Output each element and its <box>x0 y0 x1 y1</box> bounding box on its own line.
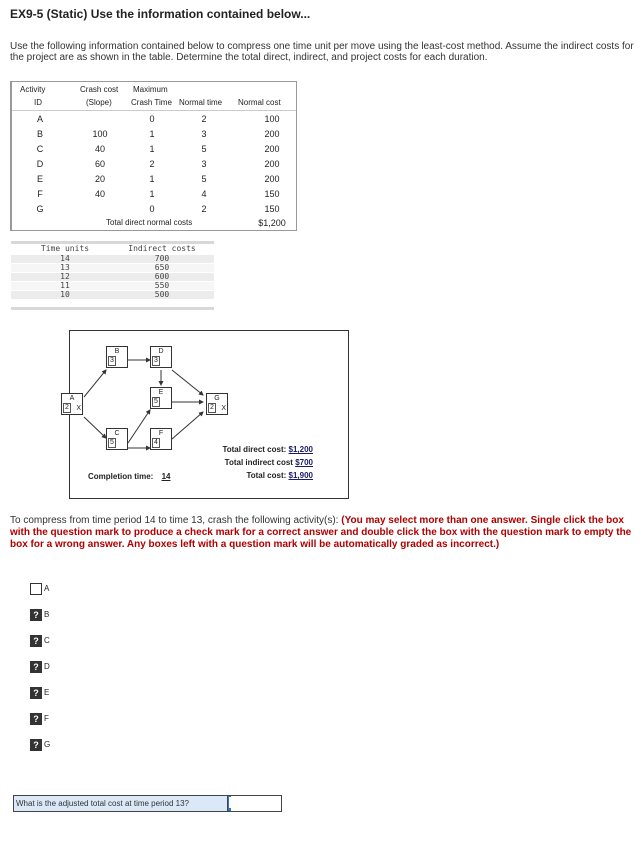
activity-cell-normal-time: 2 <box>201 114 207 124</box>
question-label: What is the adjusted total cost at time period 13? <box>14 796 228 811</box>
activity-table <box>10 81 297 231</box>
direct-cost-label: Total direct cost: <box>222 445 287 454</box>
header-maximum: Maximum <box>133 85 168 94</box>
checkbox-a[interactable] <box>30 583 42 595</box>
adjusted-total-cost-input[interactable] <box>229 797 278 808</box>
activity-cell-crash: 1 <box>149 174 155 184</box>
activity-cell-crash: 2 <box>149 159 155 169</box>
arrow-a-c <box>84 417 106 438</box>
arrow-a-b <box>84 370 106 397</box>
direct-cost-value: $1,200 <box>288 445 313 454</box>
node-f: F 4 <box>150 428 172 450</box>
exercise-title: EX9-5 (Static) Use the information contained below... <box>10 7 311 21</box>
indirect-cost: 600 <box>154 272 170 281</box>
activity-cell-normal-cost: 200 <box>264 144 280 154</box>
arrow-c-e <box>128 410 150 443</box>
option-label-f: F <box>44 714 49 723</box>
indirect-cost-table <box>11 241 214 311</box>
instructions-plain: To compress from time period 14 to time 13, crash the following activity(s): <box>10 515 342 526</box>
header-crash-time: Crash Time <box>131 98 172 107</box>
node-a: A 2 X <box>61 393 83 415</box>
header-normal-cost: Normal cost <box>238 98 281 107</box>
activity-cell-normal-time: 3 <box>201 129 207 139</box>
option-label-b: B <box>44 610 50 619</box>
indirect-cost: 650 <box>154 263 170 272</box>
activity-cell-id: A <box>36 114 43 124</box>
header-crash-cost: Crash cost <box>80 85 119 94</box>
indirect-cost-value: $700 <box>295 458 313 467</box>
indirect-row <box>11 273 214 281</box>
node-g: G 2 X <box>206 393 228 415</box>
instructions-red: (You may select more than one answer. Single click the box with the question mark to produce a check mark for a correct answer and double click the box with the question mark to empty the box for a wrong answer. Any boxes left with a question mark will be automatically graded as incorrect.) <box>10 515 632 550</box>
activity-cell-id: B <box>36 129 43 139</box>
intro-text: Use the following information contained below to compress one time unit per move using the least-cost method. Assume the indirect costs for the project are as shown in the table. Determine the total direct, indirect, and project costs for each duration. <box>10 41 634 63</box>
activity-cell-normal-time: 5 <box>201 174 207 184</box>
checkbox-b[interactable]: ? <box>30 609 42 621</box>
instructions <box>10 515 640 551</box>
activity-cell-crash: 1 <box>149 144 155 154</box>
activity-cell-normal-time: 3 <box>201 159 207 169</box>
activity-cell-normal-cost: 100 <box>264 114 280 124</box>
indirect-cost-label: Total indirect cost <box>224 458 293 467</box>
activity-cell-crash: 0 <box>149 114 155 124</box>
network-diagram <box>65 330 349 499</box>
activity-cell-slope: 20 <box>94 174 105 184</box>
activity-cell-normal-cost: 200 <box>264 159 280 169</box>
indirect-cost: 700 <box>154 254 170 263</box>
activity-cell-crash: 1 <box>149 129 155 139</box>
node-b: B 3 <box>106 346 128 368</box>
activity-cell-id: G <box>36 204 44 214</box>
indirect-row <box>11 291 214 299</box>
activity-cell-normal-cost: 200 <box>264 129 280 139</box>
checkbox-d[interactable]: ? <box>30 661 42 673</box>
completion-value: 14 <box>161 472 171 481</box>
indirect-time: 12 <box>60 272 70 281</box>
indirect-row <box>11 282 214 290</box>
cost-summary <box>209 443 313 482</box>
node-d: D 3 <box>150 346 172 368</box>
checkbox-c[interactable]: ? <box>30 635 42 647</box>
option-label-c: C <box>44 636 50 645</box>
activity-cell-slope: 40 <box>94 144 105 154</box>
indirect-row <box>11 264 214 272</box>
activity-cell-id: E <box>36 174 43 184</box>
activity-cell-id: F <box>37 189 43 199</box>
header-activity: Activity <box>20 85 46 94</box>
activity-cell-normal-cost: 150 <box>264 204 280 214</box>
arrow-f-g <box>172 412 203 439</box>
header-normal-time: Normal time <box>179 98 223 107</box>
activity-cell-crash: 0 <box>149 204 155 214</box>
activity-cell-normal-time: 2 <box>201 204 207 214</box>
option-label-e: E <box>44 688 50 697</box>
activity-cell-slope: 40 <box>94 189 105 199</box>
completion-label: Completion time: <box>88 472 154 481</box>
header-slope: (Slope) <box>86 98 112 107</box>
activity-cell-slope: 100 <box>92 129 108 139</box>
activity-cell-id: D <box>36 159 44 169</box>
completion-time <box>88 472 170 481</box>
activity-cell-id: C <box>36 144 44 154</box>
activity-cell-slope: 60 <box>94 159 105 169</box>
indirect-time: 11 <box>60 281 70 290</box>
checkbox-g[interactable]: ? <box>30 739 42 751</box>
total-direct-normal-label: Total direct normal costs <box>106 218 193 227</box>
header-indirect-costs: Indirect costs <box>128 244 196 253</box>
activity-cell-normal-time: 4 <box>201 189 207 199</box>
activity-cell-normal-cost: 200 <box>264 174 280 184</box>
checkbox-e[interactable]: ? <box>30 687 42 699</box>
indirect-time: 13 <box>60 263 70 272</box>
header-id: ID <box>34 98 42 107</box>
arrow-d-g <box>172 370 203 395</box>
node-e: E 5 <box>150 387 172 409</box>
indirect-time: 10 <box>60 290 70 299</box>
total-cost-label: Total cost: <box>246 471 287 480</box>
adjusted-cost-question <box>13 795 282 812</box>
total-cost-value: $1,900 <box>288 471 313 480</box>
indirect-row <box>11 255 214 263</box>
indirect-time: 14 <box>60 254 70 263</box>
total-direct-normal-value: $1,200 <box>258 218 286 228</box>
activity-cell-crash: 1 <box>149 189 155 199</box>
checkbox-f[interactable]: ? <box>30 713 42 725</box>
activity-cell-normal-cost: 150 <box>264 189 280 199</box>
indirect-cost: 500 <box>154 290 170 299</box>
option-label-a: A <box>44 584 50 593</box>
header-time-units: Time units <box>40 244 90 253</box>
node-c: C 5 <box>106 428 128 450</box>
activity-cell-normal-time: 5 <box>201 144 207 154</box>
option-label-d: D <box>44 662 50 671</box>
option-label-g: G <box>44 740 51 749</box>
indirect-cost: 550 <box>154 281 170 290</box>
